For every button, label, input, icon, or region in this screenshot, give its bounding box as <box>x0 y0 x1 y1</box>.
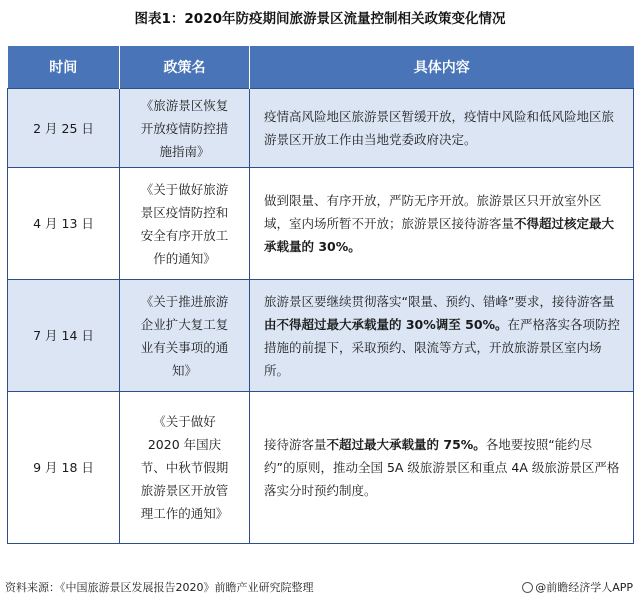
content-text-bold: 由不得超过最大承载量的 30%调至 50%。 <box>264 316 508 332</box>
policy-name-line: 业有关事项的通 <box>140 339 229 355</box>
table-row <box>8 392 634 544</box>
row-time: 7 月 14 日 <box>8 280 120 392</box>
content-text: 疫情高风险地区旅游景区暂缓开放，疫情中风险和低风险地区旅游景区开放工作由当地党委政府决定。 <box>264 109 615 147</box>
content-text: 在严格落实各项防控措施的前提下，采取预约、限流等方式，开放旅游景区室内场所。 <box>264 316 621 378</box>
content-text: 旅游景区要继续贯彻落实“限量、预约、错峰”要求，接待游客量 <box>264 293 615 309</box>
table-row <box>8 168 634 280</box>
source-note: 资料来源：《中国旅游景区发展报告2020》前瞻产业研究院整理 <box>5 581 314 594</box>
content-text-bold: 不超过最大承载量的 75%。 <box>326 437 486 452</box>
policy-name-line: 《关于做好 <box>153 414 216 429</box>
row-policy-name <box>120 280 250 392</box>
brand-credit <box>522 578 633 598</box>
content-text: 接待游客量 <box>264 437 327 452</box>
policy-name-line: 作的通知》 <box>153 250 216 266</box>
policy-name-line: 《关于做好旅游 <box>140 181 229 197</box>
brand-label: @前瞻经济学人APP <box>535 581 633 594</box>
row-policy-name <box>120 168 250 280</box>
header-content: 具体内容 <box>250 46 634 89</box>
row-content <box>250 392 634 544</box>
policy-name-line: 知》 <box>171 362 197 378</box>
table-row <box>8 89 634 168</box>
row-content <box>250 89 634 168</box>
policy-name-line: 节、中秋节假期 <box>140 460 229 475</box>
row-policy-name <box>120 89 250 168</box>
row-content <box>250 280 634 392</box>
policy-name-line: 安全有序开放工 <box>140 227 229 243</box>
table-header-row <box>8 46 634 89</box>
row-time: 4 月 13 日 <box>8 168 120 280</box>
footer <box>5 578 635 598</box>
policy-name-line: 旅游景区开放管 <box>140 483 229 498</box>
header-time: 时间 <box>8 46 120 89</box>
content-text: 各地要按照“能约尽约”的原则，推动全国 5A 级旅游景区和重点 4A 级旅游景区严格落实分时预约制度。 <box>264 437 620 498</box>
policy-name-line: 开放疫情防控措 <box>140 120 229 136</box>
policy-name-line: 施指南》 <box>159 143 210 159</box>
row-policy-name <box>120 392 250 544</box>
policy-name-line: 企业扩大复工复 <box>140 316 229 332</box>
policy-name-line: 《旅游景区恢复 <box>140 97 229 113</box>
header-policy-name: 政策名 <box>120 46 250 89</box>
table-row <box>8 280 634 392</box>
policy-name-line: 景区疫情防控和 <box>140 204 229 220</box>
row-time: 2 月 25 日 <box>8 89 120 168</box>
content-text: 做到限量、有序开放，严防无序开放。旅游景区只开放室外区域，室内场所暂不开放；旅游景区接待游客量 <box>264 193 602 231</box>
policy-table <box>7 46 634 544</box>
policy-name-line: 2020 年国庆 <box>147 437 222 452</box>
row-time: 9 月 18 日 <box>8 392 120 544</box>
content-text-bold: 不得超过核定最大承载量的 30%。 <box>264 216 615 254</box>
row-content <box>250 168 634 280</box>
policy-name-line: 《关于推进旅游 <box>140 293 229 309</box>
circle-logo-icon <box>522 582 533 593</box>
policy-name-line: 理工作的通知》 <box>140 506 229 521</box>
chart-title: 图表1：2020年防疫期间旅游景区流量控制相关政策变化情况 <box>134 11 506 27</box>
